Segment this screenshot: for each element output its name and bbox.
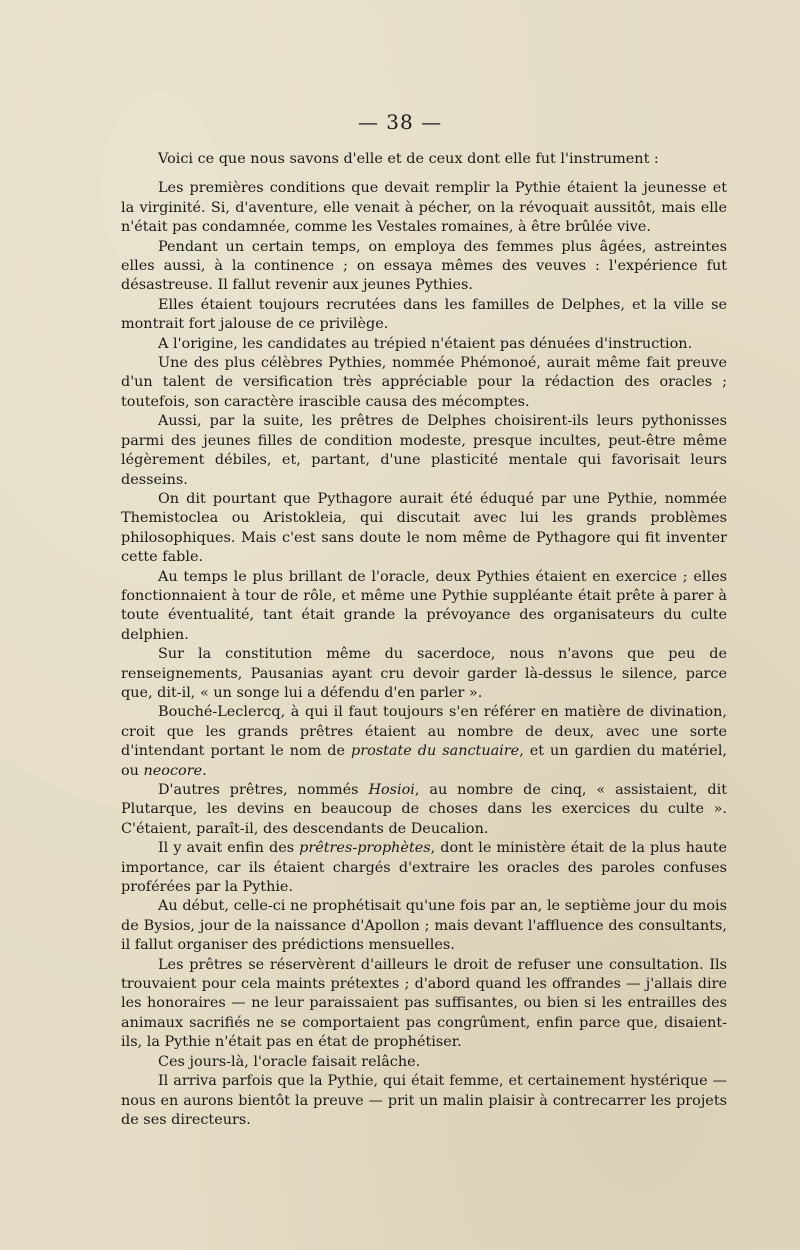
intro-paragraph: Voici ce que nous savons d'elle et de ceux dont elle fut l'instrument : <box>158 151 659 167</box>
text-span: . <box>202 762 207 779</box>
paragraph: Ces jours-là, l'oracle faisait relâche. <box>158 1053 421 1070</box>
paragraph <box>121 781 727 839</box>
text-span: , au nombre de cinq, « assistaient, dit Plutarque, les devins en beaucoup de choses dans les exercices du culte ». C'étaient, paraît-il, des descendants de Deucalion. <box>121 782 728 837</box>
page-number: — 38 — <box>357 110 443 134</box>
paragraph: A l'origine, les candidates au trépied n'étaient pas dénuées d'instruction. <box>158 335 693 352</box>
text-span: , dont le ministère était de la plus haute importance, car ils étaient chargés d'extraire les oracles des paroles confuses proférées par la Pythie. <box>121 840 727 896</box>
text-span: Bouché-Leclercq, à qui il faut toujours s'en référer en matière de divination, croit que les grands prêtres étaient au nombre de deux, avec une sorte d'intendant portant le nom de <box>121 704 727 760</box>
paragraph: Aussi, par la suite, les prêtres de Delphes choisirent-ils leurs pythonisses parmi des jeunes filles de condition modeste, presque incultes, peut-être même légèrement débiles, et, partant, d'une plasticité mentale qui favorisait leurs desseins. <box>121 413 727 488</box>
paragraph: Les premières conditions que devait remplir la Pythie étaient la jeunesse et la virginité. Si, d'aventure, elle venait à pécher, on la révoquait aussitôt, mais elle n'était pas condamnée, comme les Vestales romaines, à être brûlée vive. <box>121 180 727 236</box>
paragraph: Au début, celle-ci ne prophétisait qu'une fois par an, le septième jour du mois de Bysios, jour de la naissance d'Apollon ; mais devant l'affluence des consultants, il fallut organiser des prédictions mensuelles. <box>121 898 727 954</box>
paragraph: Les prêtres se réservèrent d'ailleurs le droit de refuser une consultation. Ils trouvaient pour cela maints prétextes ; d'abord quand les offrandes — j'allais dire les honoraires — ne leur paraissaient pas suffisantes, ou bien si les entrailles des animaux sacrifiés ne se comportaient pas congrûment, enfin parce que, disaient-ils, la Pythie n'était pas en état de prophétiser. <box>121 956 727 1051</box>
paragraph: Sur la constitution même du sacerdoce, nous n'avons que peu de renseignements, Pausanias ayant cru devoir garder là-dessus le silence, parce que, dit-il, « un songe lui a défendu d'en parler ». <box>121 646 727 701</box>
body-text <box>121 150 727 1130</box>
italic-term: prostate du sanctuaire <box>351 743 520 760</box>
italic-term: Hosioi <box>368 782 415 798</box>
text-span: Il y avait enfin des <box>158 840 300 857</box>
paragraph: Pendant un certain temps, on employa des femmes plus âgées, astreintes elles aussi, à la continence ; on essaya mêmes des veuves : l'expérience fut désastreuse. Il fallut revenir aux jeunes Pythies. <box>121 238 727 294</box>
paragraph: On dit pourtant que Pythagore aurait été éduqué par une Pythie, nommée Themistoclea ou Aristokleia, qui discutait avec lui les grands problèmes philosophiques. Mais c'est sans doute le nom même de Pythagore qui fit inventer cette fable. <box>121 490 727 566</box>
paragraph: Une des plus célèbres Pythies, nommée Phémonoé, aurait même fait preuve d'un talent de versification très appréciable pour la rédaction des oracles ; toutefois, son caractère irascible causa des mécomptes. <box>121 355 727 410</box>
paragraph: Elles étaient toujours recrutées dans les familles de Delphes, et la ville se montrait fort jalouse de ce privilège. <box>121 296 727 333</box>
paragraph: Il arriva parfois que la Pythie, qui était femme, et certainement hystérique — nous en aurons bientôt la preuve — prit un malin plaisir à contrecarrer les projets de ses directeurs. <box>121 1073 727 1128</box>
paragraph: Au temps le plus brillant de l'oracle, deux Pythies étaient en exercice ; elles fonctionnaient à tour de rôle, et même une Pythie suppléante était prête à parer à toute éventualité, tant était grande la prévoyance des organisateurs du culte delphien. <box>121 568 727 643</box>
italic-term: prêtres-prophètes <box>299 840 431 857</box>
text-span: , et un gardien du matériel, ou <box>121 743 727 779</box>
paragraph <box>121 703 727 781</box>
paragraph <box>121 839 727 897</box>
italic-term: neocore <box>143 762 203 779</box>
text-span: D'autres prêtres, nommés <box>158 782 369 798</box>
